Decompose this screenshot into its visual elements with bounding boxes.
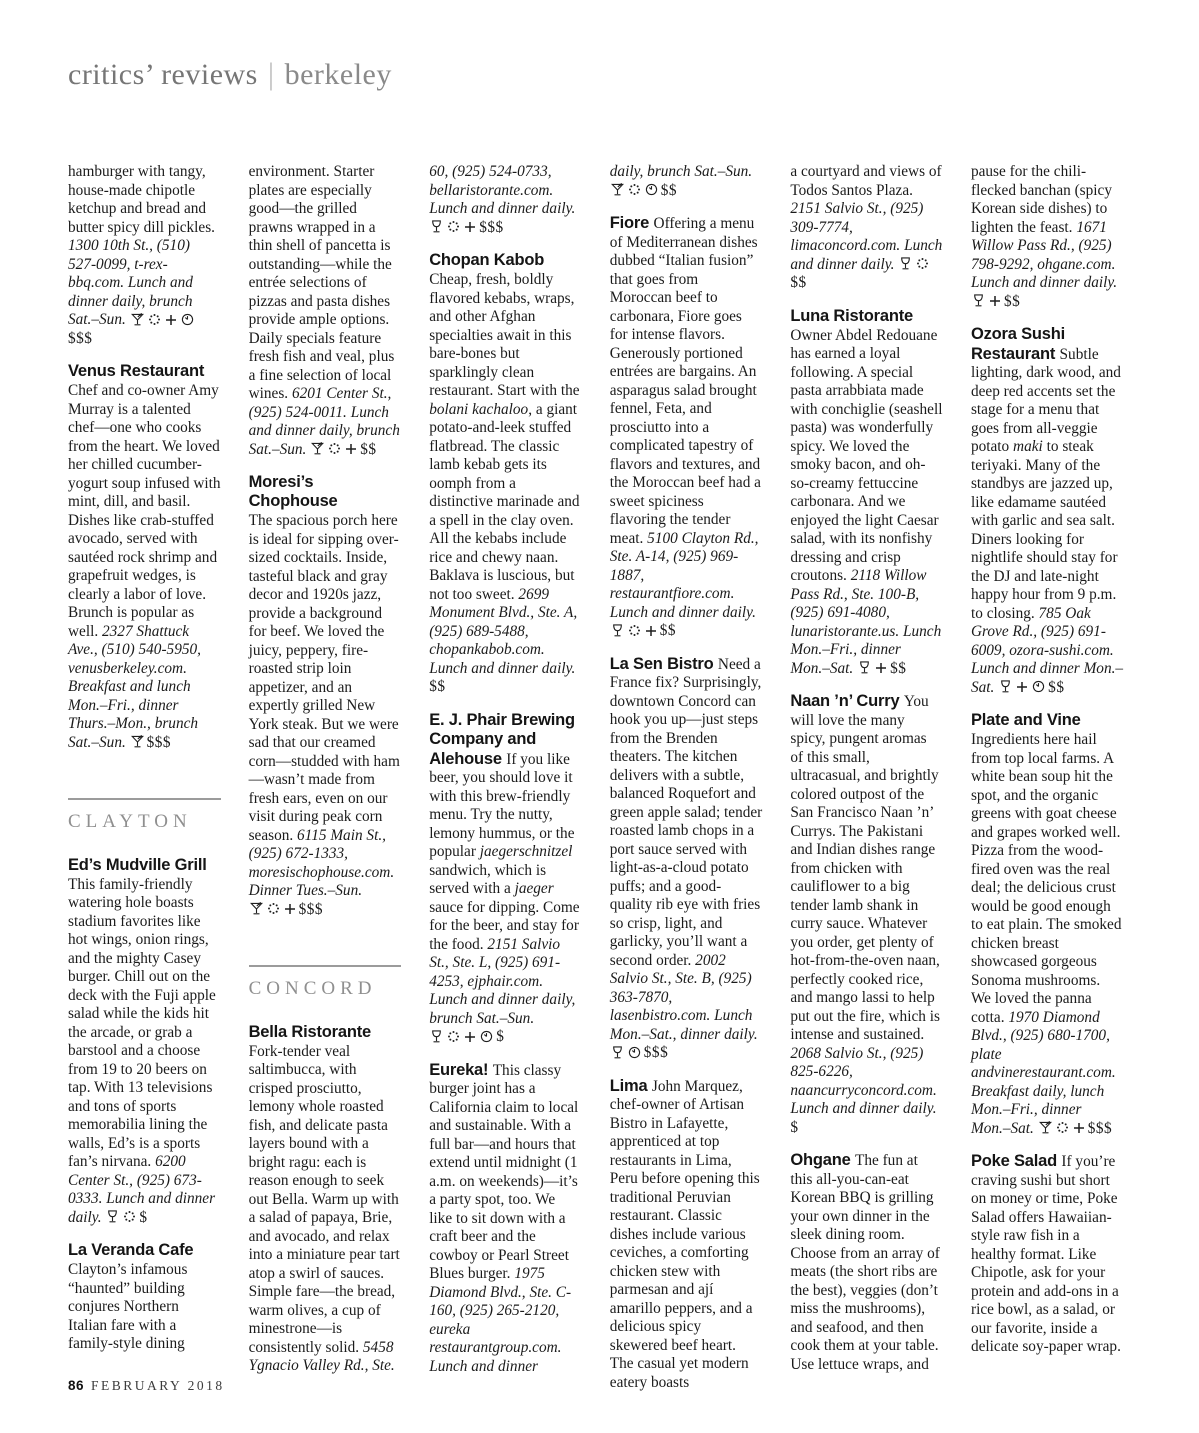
review-body-text: pause for the chili-flecked banchan (spicy Korean side dishes) to lighten the feast. — [970, 163, 1112, 236]
review-body-text: , a giant potato-and-leek stuffed flatbread. The classic lamb kebab gets its oomph from a distinctive marinade and a spell in the clay oven. All the kebabs include rice and chewy naan. Baklava is luscious, but not too sweet. — [429, 400, 580, 603]
martini-icon — [311, 442, 324, 455]
price-rating: $$$ — [1087, 1119, 1113, 1137]
price-rating: $$ — [360, 440, 377, 458]
wine-glass-icon — [430, 1030, 443, 1043]
wine-glass-icon — [106, 1210, 119, 1223]
restaurant-name-lead: Ozora Sushi Restaurant — [970, 325, 1066, 363]
clock-icon — [628, 1046, 641, 1059]
restaurant-name-lead: Lima — [609, 1076, 652, 1095]
review-body-text: sauce for dipping. Come for the beer, and stay for the food. — [429, 898, 580, 953]
review-entry — [790, 692, 943, 1137]
magazine-column — [429, 163, 582, 1376]
city-section-divider — [68, 798, 221, 832]
amenity-icons — [429, 219, 479, 236]
wine-glass-icon — [858, 661, 871, 674]
review-text — [790, 327, 943, 679]
restaurant-name-heading: Plate and Vine — [970, 711, 1081, 729]
review-text — [68, 876, 221, 1228]
review-text — [429, 711, 582, 1047]
restaurant-name-lead: Eureka! — [429, 1060, 493, 1079]
listing-details-text: 5458 Ygnacio Valley Rd., Ste. — [248, 1338, 395, 1374]
price-rating: $ — [139, 1208, 148, 1226]
price-rating: $$ — [890, 659, 907, 677]
review-entry — [68, 856, 221, 1228]
plus-icon — [345, 443, 357, 455]
restaurant-name-heading: Bella Ristorante — [248, 1022, 372, 1041]
review-continuation — [68, 163, 221, 348]
issue-date: FEBRUARY 2018 — [91, 1378, 225, 1393]
review-entry — [971, 711, 1124, 1138]
review-body-text: to steak teriyaki. Many of the standbys are jazzed up, like edamame sautéed with garlic and sea salt. Diners looking for nightlife should stay for the DJ and late-night happy hour from 9 p.m. to closing. — [970, 438, 1118, 622]
outdoor-sun-icon — [148, 313, 161, 326]
page-title: critics’ reviews — [68, 58, 258, 91]
restaurant-name-heading: Venus Restaurant — [68, 362, 205, 380]
martini-icon — [131, 735, 144, 748]
review-text — [429, 163, 582, 237]
review-entry — [68, 362, 221, 752]
outdoor-sun-icon — [628, 183, 641, 196]
review-body-text: Clayton’s infamous “haunted” building conjures Northern Italian fare with a family-style dining — [68, 1261, 188, 1352]
plus-icon — [875, 662, 887, 674]
price-rating: $$ — [659, 622, 677, 639]
listing-details-text: 1970 Diamond Blvd., (925) 680-1700, plate andvinerestaurant.com. Breakfast daily, lunch Mon.–Fri., dinner Mon.–Sat. — [970, 1008, 1116, 1137]
review-text — [610, 163, 763, 200]
amenity-icons — [249, 901, 299, 918]
listing-details-text: 2151 Salvio St., (925) 309-7774, limaconcord.com. Lunch and dinner daily. — [790, 200, 943, 273]
review-entry — [790, 1151, 943, 1374]
plus-icon — [464, 1031, 476, 1043]
plus-icon — [464, 221, 476, 233]
review-entry — [429, 251, 582, 697]
price-rating: $$$ — [298, 900, 324, 918]
wine-glass-icon — [611, 624, 624, 637]
plus-icon — [1073, 1122, 1085, 1134]
listing-details-text: 6201 Center St., (925) 524-0011. Lunch and dinner daily, brunch Sat.–Sun. — [248, 385, 400, 458]
amenity-icons — [105, 1209, 139, 1226]
review-text — [610, 214, 763, 641]
review-text — [249, 1043, 402, 1376]
plus-icon — [284, 903, 296, 915]
price-rating: $$$ — [479, 218, 504, 236]
amenity-icons — [971, 293, 1004, 310]
review-entry — [610, 1077, 763, 1393]
review-columns — [68, 163, 1124, 1392]
review-continuation — [610, 163, 763, 200]
review-text — [971, 1152, 1124, 1357]
restaurant-name-heading: Luna Ristorante — [790, 306, 913, 325]
review-body-text: Offering a menu of Mediterranean dishes dubbed “Italian fusion” that goes from Moroccan beef to carbonara, Fiore goes for intense flavors. Generously portioned entrées are bargains. An asparagus salad brought fennel, Feta, and prosciutto into a complicated tapestry of flavors and textures, and the Moroccan beef had a sweet spiciness flavoring the tender meat. — [609, 215, 761, 547]
review-text — [790, 692, 943, 1137]
restaurant-name-lead: Fiore — [609, 214, 654, 232]
review-body-text: If you like beer, you should love it with this brew-friendly menu. Try the nutty, lemony hummus, or the popular — [429, 750, 575, 860]
restaurant-name-heading: Moresi’s Chophouse — [248, 473, 338, 510]
amenity-icons — [310, 441, 360, 458]
restaurant-name-heading: Ed’s Mudville Grill — [68, 855, 207, 874]
masthead — [68, 56, 392, 92]
outdoor-sun-icon — [328, 442, 341, 455]
review-text — [610, 1077, 763, 1393]
page-number: 86 — [68, 1378, 85, 1393]
review-text — [790, 163, 943, 293]
listing-details-text: 785 Oak Grove Rd., (925) 691-6009, ozora-sushi.com. Lunch and dinner Mon.–Sat. — [970, 604, 1124, 696]
listing-details-text: 5100 Clayton Rd., Ste. A-14, (925) 969-1887, restaurantfiore.com. Lunch and dinner daily. — [609, 529, 759, 621]
magazine-column — [790, 163, 943, 1374]
plus-icon — [645, 625, 657, 637]
amenity-icons — [898, 256, 932, 273]
listing-details-text: bolani kachaloo — [429, 400, 529, 418]
amenity-icons — [998, 679, 1048, 696]
listing-details-text: 2002 Salvio St., Ste. B, (925) 363-7870, lasenbistro.com. Lunch Mon.–Sat., dinner daily. — [609, 951, 758, 1043]
listing-details-text: 6115 Main St., (925) 672-1333, moresischophouse.com. Dinner Tues.–Sun. — [248, 826, 395, 899]
review-entry — [610, 655, 763, 1063]
listing-details-text: 6200 Center St., (925) 673-0333. Lunch and dinner daily. — [68, 1153, 216, 1226]
review-body-text: You will love the many spicy, pungent aromas of this small, ultracasual, and brightly colored outpost of the San Francisco Naan ’n’ Currys. The Pakistani and Indian dishes range from chicken with cauliflower to a big tender lamb shank in curry sauce. Whatever you order, get plenty of hot-from-the-oven naan, perfectly cooked rice, and mango lassi to help put out the fire, which is intense and sustained. — [790, 693, 940, 1043]
listing-details-text: jaeger — [514, 880, 554, 897]
plus-icon — [1016, 681, 1028, 693]
review-entry — [429, 1061, 582, 1377]
magazine-column — [610, 163, 763, 1392]
review-body-text: This family-friendly watering hole boasts stadium favorites like hot wings, onion rings, and the mighty Casey burger. Chill out on the deck with the Fuji apple salad while the kids hit the arcade, or grab a barstool and a choose from 19 to 20 beers on tap. With 13 televisions and tons of sports memorabilia lining the walls, Ed’s is a sports fan’s nirvana. — [68, 875, 216, 1170]
listing-details-text: daily, brunch Sat.–Sun. — [609, 163, 753, 180]
review-entry — [971, 1152, 1124, 1357]
listing-details-text: 2699 Monument Blvd., Ste. A, (925) 689-5488, chopankabob.com. Lunch and dinner daily. — [429, 585, 578, 677]
price-rating: $$ — [1003, 292, 1021, 310]
review-text — [68, 382, 221, 752]
plus-icon — [165, 314, 177, 326]
price-rating: $$$ — [68, 329, 93, 347]
review-continuation — [429, 163, 582, 237]
listing-details-text: 1975 Diamond Blvd., Ste. C-160, (925) 265-2120, eureka restaurantgroup.com. Lunch and dinner — [429, 1265, 572, 1375]
price-rating: $ — [790, 1118, 799, 1136]
amenity-icons — [130, 734, 147, 751]
review-text — [249, 163, 402, 459]
review-text — [971, 163, 1124, 311]
listing-details-text: jaegerschnitzel — [479, 843, 573, 860]
restaurant-name-lead: Poke Salad — [970, 1152, 1062, 1170]
review-text — [429, 271, 582, 697]
magazine-column — [971, 163, 1124, 1357]
price-rating: $ — [496, 1028, 505, 1045]
review-body-text: Subtle lighting, dark wood, and deep red accents set the stage for a menu that goes from all-veggie potato — [970, 345, 1121, 455]
magazine-column — [249, 163, 402, 1376]
review-body-text: The spacious porch here is ideal for sipping over-sized cocktails. Inside, tasteful black and gray decor and 1920s jazz, provide a background for beef. We loved the juicy, peppery, fire-roasted strip loin appetizer, and an expertly grilled New York steak. But we were sad that our creamed corn—studded with ham—wasn’t made from fresh ears, even on our visit during peak corn season. — [248, 512, 400, 844]
martini-icon — [611, 183, 624, 196]
review-body-text: hamburger with tangy, house-made chipotle ketchup and bread and butter spicy dill pickles. — [68, 163, 215, 236]
review-text — [68, 163, 221, 348]
listing-details-text: 2151 Salvio St., Ste. L, (925) 691-4253, ejphair.com. Lunch and dinner daily, brunch Sat.–Sun. — [429, 935, 576, 1027]
city-section-header: CONCORD — [248, 978, 377, 999]
masthead-divider: | — [267, 56, 275, 91]
outdoor-sun-icon — [447, 220, 460, 233]
wine-glass-icon — [899, 257, 912, 270]
listing-details-text: 2068 Salvio St., (925) 825-6226, naancurryconcord.com. Lunch and dinner daily. — [790, 1044, 937, 1117]
review-continuation — [249, 163, 402, 459]
clock-icon — [480, 1030, 493, 1043]
restaurant-name-lead: Ohgane — [790, 1151, 855, 1169]
review-continuation — [790, 163, 943, 293]
listing-details-text: 1671 Willow Pass Rd., (925) 798-9292, ohgane.com. Lunch and dinner daily. — [970, 218, 1118, 291]
listing-details-text: 2118 Willow Pass Rd., Ste. 100-B, (925) 691-4080, lunaristorante.us. Lunch Mon.–Fri., dinner Mon.–Sat. — [790, 567, 942, 677]
review-text — [429, 1061, 582, 1377]
review-body-text: Ingredients here hail from top local farms. A white bean soup hit the spot, and the organic greens with goat cheese and grapes worked well. Pizza from the wood-fired oven was the real deal; the delicious crust would be good enough to eat plain. The smoked chicken breast showcased gorgeous Sonoma mushrooms. We loved the panna cotta. — [970, 731, 1122, 1026]
outdoor-sun-icon — [123, 1210, 136, 1223]
review-continuation — [971, 163, 1124, 311]
magazine-column — [68, 163, 221, 1354]
review-text — [971, 325, 1124, 697]
review-body-text: Fork-tender veal saltimbucca, with crisped prosciutto, lemony whole roasted fish, and delicate pasta layers bound with a bright ragu: each is reason enough to seek out Bella. Warm up with a salad of papaya, Brie, and avocado, and relax into a miniature pear tart atop a swirl of sauces. Simple fare—the bread, warm olives, a cup of minestrone—is consistently solid. — [248, 1042, 400, 1356]
amenity-icons — [857, 660, 890, 677]
review-text — [249, 512, 402, 919]
price-rating: $$$ — [643, 1044, 669, 1061]
clock-icon — [645, 183, 658, 196]
review-text — [971, 731, 1124, 1138]
clock-icon — [181, 313, 194, 326]
outdoor-sun-icon — [447, 1030, 460, 1043]
review-body-text: a courtyard and views of Todos Santos Plaza. — [790, 163, 942, 199]
price-rating: $$ — [429, 678, 446, 695]
restaurant-name-lead: La Sen Bistro — [609, 654, 718, 673]
clock-icon — [1032, 680, 1045, 693]
outdoor-sun-icon — [916, 257, 929, 270]
review-body-text: John Marquez, chef-owner of Artisan Bistro in Lafayette, apprenticed at top restaurants in Lima, Peru before opening this traditional Peruvian restaurant. Classic dishes include various ceviches, a comforting chicken stew with parmesan and ají amarillo peppers, and a delicious spicy skewered beef heart. The casual yet modern eatery boasts — [609, 1077, 760, 1391]
review-body-text: environment. Starter plates are especially good—the grilled prawns wrapped in a thin shell of pancetta is outstanding—while the entrée selections of pizzas and pasta dishes provide ample options. Daily specials feature fresh fish and veal, plus a fine selection of local wines. — [248, 163, 395, 402]
wine-glass-icon — [430, 220, 443, 233]
martini-icon — [131, 313, 144, 326]
review-body-text: Cheap, fresh, boldly flavored kebabs, wraps, and other Afghan specialties await in this bare-bones but sparklingly clean restaurant. Start with the — [429, 271, 580, 399]
page-footer — [68, 1378, 225, 1394]
review-body-text: The fun at this all-you-can-eat Korean BBQ is grilling your own dinner in the sleek dining room. Choose from an array of meats (the short ribs are the best), veggies (don’t miss the mushrooms), and seafood, and then cook them at your table. Use lettuce wraps, and — [790, 1152, 940, 1373]
review-entry — [429, 711, 582, 1047]
city-section-header: CLAYTON — [68, 811, 192, 832]
price-rating: $$$ — [146, 733, 172, 751]
listing-details-text: 1300 10th St., (510) 527-0099, t-rex-bbq.com. Lunch and dinner daily, brunch Sat.–Sun. — [68, 237, 193, 328]
wine-glass-icon — [972, 294, 985, 307]
amenity-icons — [610, 1044, 644, 1061]
restaurant-name-lead: E. J. Phair Brewing Company and Alehouse — [429, 710, 575, 768]
review-entry — [249, 1023, 402, 1376]
listing-details-text: 2327 Shattuck Ave., (510) 540-5950, venusberkeley.com. Breakfast and lunch Mon.–Fri., dinner Thurs.–Mon., brunch Sat.–Sun. — [68, 622, 201, 751]
restaurant-name-heading: Chopan Kabob — [429, 251, 545, 269]
review-body-text: sandwich, which is served with a — [429, 861, 547, 897]
amenity-icons — [130, 311, 197, 328]
amenity-icons — [610, 182, 661, 199]
review-text — [68, 1261, 221, 1354]
price-rating: $$ — [660, 181, 678, 199]
plus-icon — [989, 295, 1001, 307]
martini-icon — [250, 902, 263, 915]
masthead-region: berkeley — [284, 58, 392, 91]
review-body-text: Need a France fix? Surprisingly, downtown Concord can hook you up—just steps from the Brenden theaters. The kitchen delivers with a subtle, balanced Roquefort and green apple salad; tender roasted lamb chops in a port sauce served with light-as-a-cloud potato puffs; and a good-quality rib eye with fries so crisp, light, and garlicky, you’ll want a second order. — [609, 655, 763, 969]
review-text — [610, 655, 763, 1063]
wine-glass-icon — [611, 1046, 624, 1059]
review-text — [790, 1151, 943, 1374]
price-rating: $$ — [790, 274, 807, 291]
review-body-text: Chef and co-owner Amy Murray is a talented chef—one who cooks from the heart. We loved her chilled cucumber-yogurt soup infused with mint, dill, and basil. Dishes like crab-stuffed avocado, served with sautéed rock shrimp and grapefruit wedges, is clearly a labor of love. Brunch is popular as well. — [68, 382, 221, 640]
review-entry — [610, 214, 763, 641]
restaurant-name-heading: La Veranda Cafe — [68, 1241, 194, 1259]
amenity-icons — [610, 622, 660, 639]
wine-glass-icon — [999, 680, 1012, 693]
listing-details-text: maki — [1013, 438, 1043, 455]
outdoor-sun-icon — [1056, 1121, 1069, 1134]
outdoor-sun-icon — [628, 624, 641, 637]
review-entry — [249, 473, 402, 919]
review-entry — [68, 1241, 221, 1354]
review-body-text: This classy burger joint has a California claim to local and sustainable. With a full bar—and hours that extend until midnight (1 a.m. on weekends)—it’s a party spot, too. We like to sit down with a craft beer and the cowboy or Pearl Street Blues burger. — [429, 1061, 579, 1282]
review-body-text: If you’re craving sushi but short on money or time, Poke Salad offers Hawaiian-style raw fish in a healthy format. Like Chipotle, ask for your protein and add-ons in a rice bowl, as a salad, or our favorite, inside a delicate soy-paper wrap. — [970, 1153, 1121, 1355]
martini-icon — [1039, 1121, 1052, 1134]
price-rating: $$ — [1048, 678, 1065, 696]
review-entry — [971, 325, 1124, 697]
review-entry — [790, 307, 943, 679]
restaurant-name-lead: Naan ’n’ Curry — [790, 692, 904, 710]
amenity-icons — [1038, 1120, 1088, 1137]
listing-details-text: 60, (925) 524-0733, bellaristorante.com. Lunch and dinner daily. — [429, 163, 576, 217]
outdoor-sun-icon — [267, 902, 280, 915]
review-body-text: Owner Abdel Redouane has earned a loyal following. A special pasta arrabbiata made with conchiglie (seashell pasta) was wonderfully spicy. We loved the smoky bacon, and oh-so-creamy fettuccine carbonara. And we enjoyed the light Caesar salad, with its nonfishy dressing and crisp croutons. — [790, 326, 943, 584]
amenity-icons — [429, 1028, 496, 1045]
city-section-divider — [249, 965, 402, 999]
